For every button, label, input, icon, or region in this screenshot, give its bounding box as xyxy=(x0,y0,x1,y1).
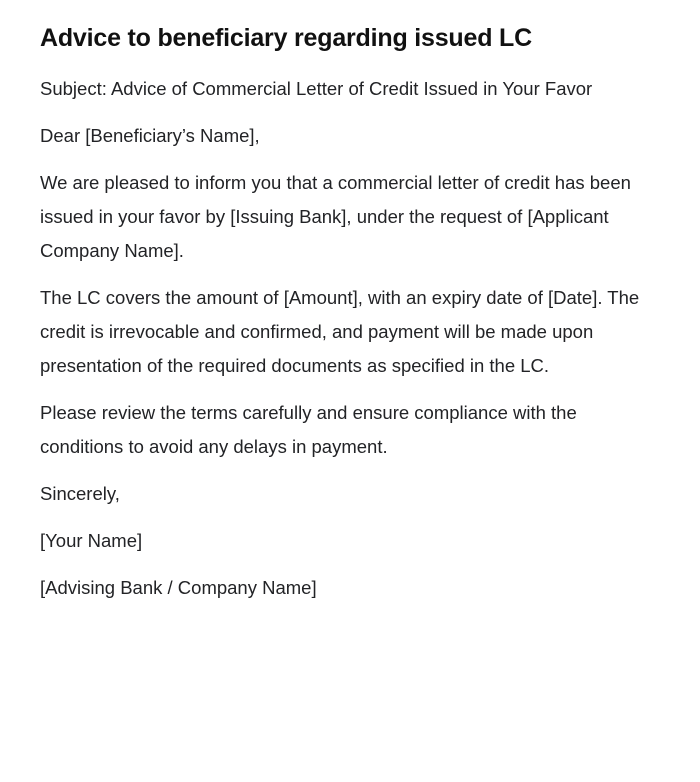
signature-organization: [Advising Bank / Company Name] xyxy=(40,577,317,598)
letter-body xyxy=(40,72,645,605)
signature-name: [Your Name] xyxy=(40,530,143,551)
page-title: Advice to beneficiary regarding issued LC xyxy=(40,24,532,52)
paragraph-salutation: Dear [Beneficiary’s Name], xyxy=(40,125,260,146)
paragraph-lc-terms: The LC covers the amount of [Amount], with an expiry date of [Date]. The credit is irrevocable and confirmed, and payment will be made upon presentation of the required documents as specified in the LC. xyxy=(40,287,645,376)
paragraph-issuance: We are pleased to inform you that a commercial letter of credit has been issued in your favor by [Issuing Bank], under the request of [Applicant Company Name]. xyxy=(40,172,637,261)
paragraph-review-notice: Please review the terms carefully and ensure compliance with the conditions to avoid any delays in payment. xyxy=(40,402,582,457)
paragraph-closing: Sincerely, xyxy=(40,483,120,504)
paragraph-subject: Subject: Advice of Commercial Letter of Credit Issued in Your Favor xyxy=(40,78,593,99)
